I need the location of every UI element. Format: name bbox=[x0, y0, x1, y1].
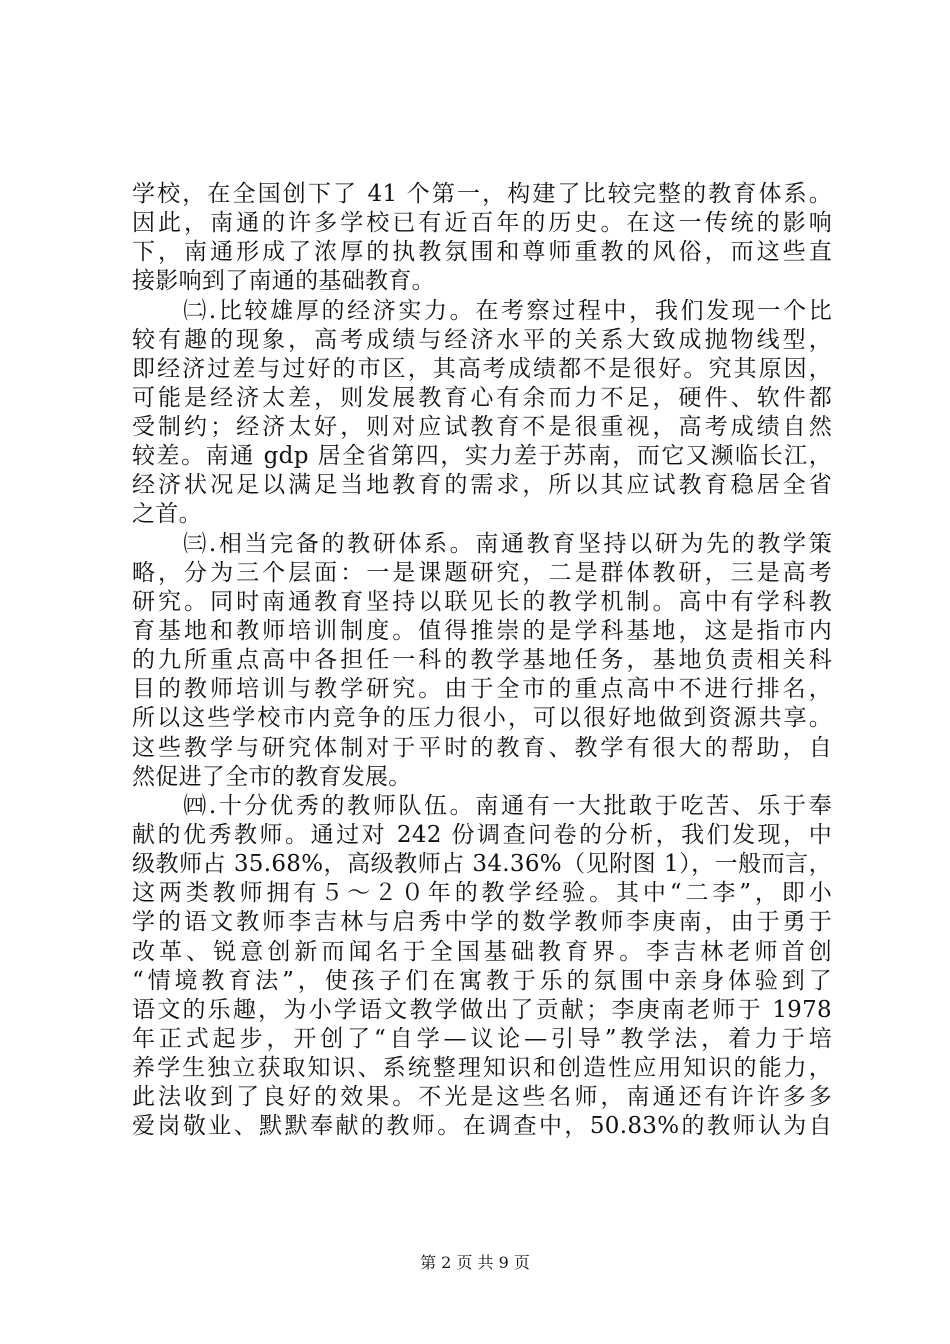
text-line: 改革、锐意创新而闻名于全国基础教育界。李吉林老师首创 bbox=[132, 939, 832, 965]
text-line: 然促进了全市的教育发展。 bbox=[132, 764, 412, 790]
text-line: 这些教学与研究体制对于平时的教育、教学有很大的帮助，自 bbox=[132, 735, 832, 761]
section-heading-line: ㈡.比较雄厚的经济实力。在考察过程中，我们发现一个比 bbox=[132, 298, 832, 324]
text-line: 目的教师培训与教学研究。由于全市的重点高中不进行排名， bbox=[132, 676, 832, 702]
page-footer: 第 2 页 共 9 页 bbox=[420, 1253, 530, 1272]
text-line: 献的优秀教师。通过对 242 份调查问卷的分析，我们发现，中 bbox=[132, 822, 832, 848]
text-line: 较差。南通 gdp 居全省第四，实力差于苏南，而它又濒临长江， bbox=[132, 443, 832, 469]
section-heading-line: ㈣.十分优秀的教师队伍。南通有一大批敢于吃苦、乐于奉 bbox=[132, 793, 832, 819]
text-line: 之首。 bbox=[132, 501, 202, 527]
text-line: 受制约；经济太好，则对应试教育不是很重视，高考成绩自然 bbox=[132, 414, 832, 440]
text-line: 这两类教师拥有５～２０年的教学经验。其中“二李”，即小 bbox=[132, 880, 832, 906]
text-line: 即经济过差与过好的市区，其高考成绩都不是很好。究其原因， bbox=[132, 356, 832, 382]
section-heading-line: ㈢.相当完备的教研体系。南通教育坚持以研为先的教学策 bbox=[132, 531, 832, 557]
text-line: 年正式起步，开创了“自学—议论—引导”教学法，着力于培 bbox=[132, 1026, 832, 1052]
text-line: 较有趣的现象，高考成绩与经济水平的关系大致成抛物线型， bbox=[132, 327, 832, 353]
text-line: 的九所重点高中各担任一科的教学基地任务，基地负责相关科 bbox=[132, 647, 832, 673]
text-line: 语文的乐趣，为小学语文教学做出了贡献；李庚南老师于 1978 bbox=[132, 997, 832, 1023]
text-line: 因此，南通的许多学校已有近百年的历史。在这一传统的影响 bbox=[132, 210, 832, 236]
text-line: 接影响到了南通的基础教育。 bbox=[132, 268, 435, 294]
text-line: 级教师占 35.68%，高级教师占 34.36%（见附图 1），一般而言， bbox=[132, 851, 832, 877]
text-line: 养学生独立获取知识、系统整理知识和创造性应用知识的能力， bbox=[132, 1055, 832, 1081]
text-line: “情境教育法”，使孩子们在寓教于乐的氛围中亲身体验到了 bbox=[132, 968, 832, 994]
text-line: 所以这些学校市内竞争的压力很小，可以很好地做到资源共享。 bbox=[132, 705, 832, 731]
text-line: 经济状况足以满足当地教育的需求，所以其应试教育稳居全省 bbox=[132, 472, 832, 498]
text-line: 略，分为三个层面：一是课题研究，二是群体教研，三是高考 bbox=[132, 560, 832, 586]
text-line: 育基地和教师培训制度。值得推崇的是学科基地，这是指市内 bbox=[132, 618, 832, 644]
text-line: 学校，在全国创下了 41 个第一，构建了比较完整的教育体系。 bbox=[132, 181, 832, 207]
text-line: 此法收到了良好的效果。不光是这些名师，南通还有许许多多 bbox=[132, 1084, 832, 1110]
text-line: 学的语文教师李吉林与启秀中学的数学教师李庚南，由于勇于 bbox=[132, 909, 832, 935]
text-line: 可能是经济太差，则发展教育心有余而力不足，硬件、软件都 bbox=[132, 385, 832, 411]
text-line: 下，南通形成了浓厚的执教氛围和尊师重教的风俗，而这些直 bbox=[132, 239, 832, 265]
text-line: 研究。同时南通教育坚持以联见长的教学机制。高中有学科教 bbox=[132, 589, 832, 615]
text-line: 爱岗敬业、默默奉献的教师。在调查中，50.83%的教师认为自 bbox=[132, 1113, 832, 1139]
